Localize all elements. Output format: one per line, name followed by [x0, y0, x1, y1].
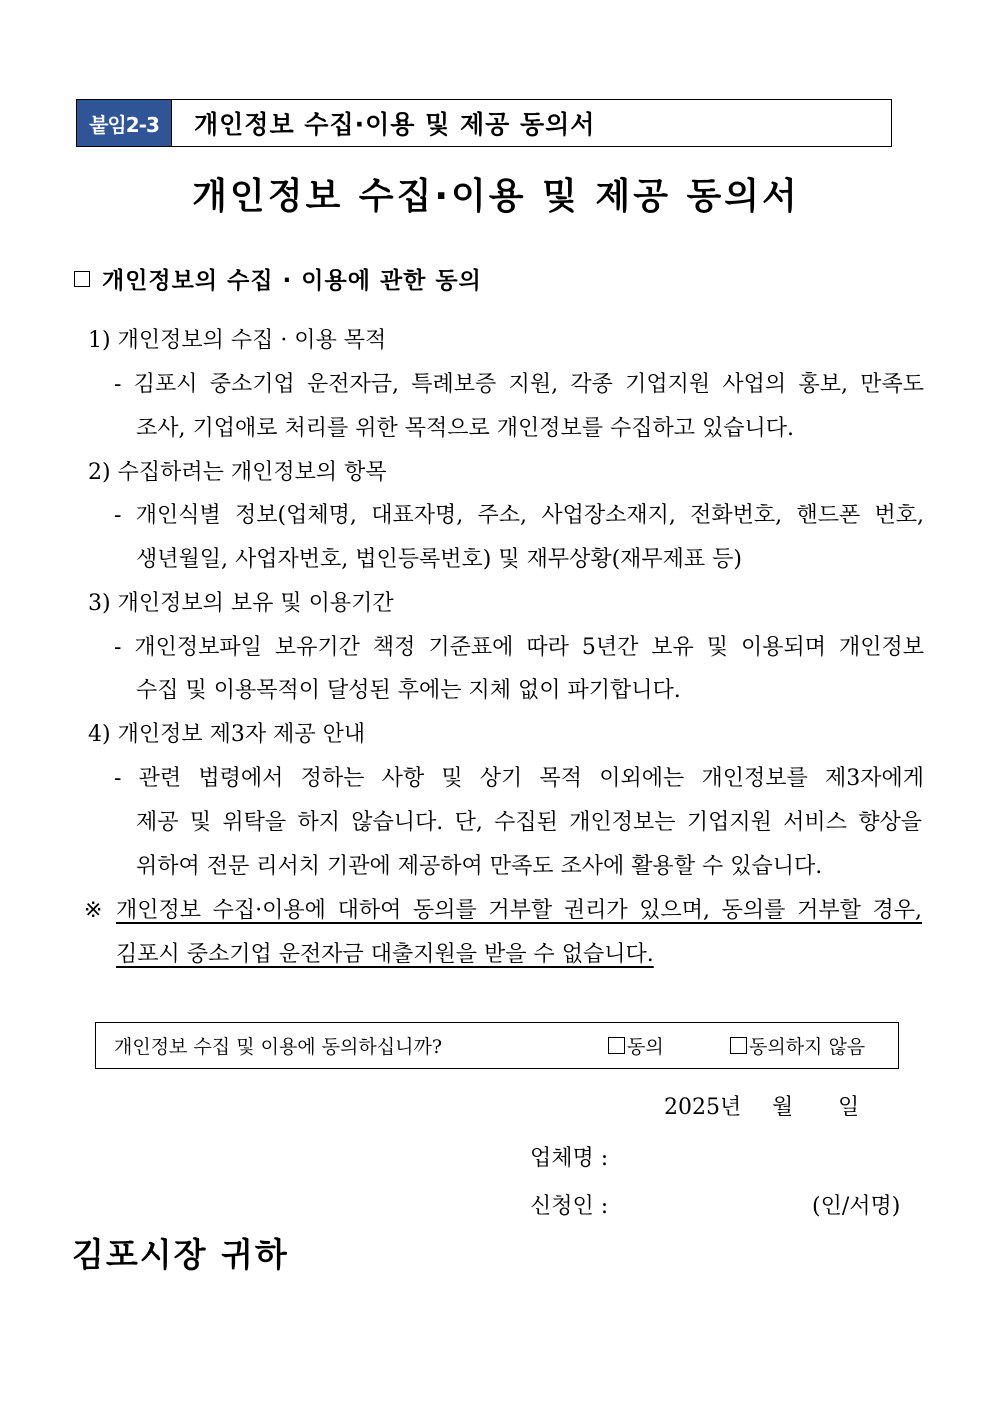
- item-title: 3) 개인정보의 보유 및 이용기간: [88, 591, 394, 616]
- closing-addressee: 김포시장 귀하: [72, 1235, 289, 1274]
- item-title: 2) 수집하려는 개인정보의 항목: [88, 460, 387, 485]
- disagree-checkbox[interactable]: [730, 1037, 747, 1054]
- consent-box: [95, 1022, 899, 1069]
- item-line: 제공 및 위탁을 하지 않습니다. 단, 수집된 개인정보는 기업지원 서비스 향상을: [136, 810, 922, 835]
- notice-text: 개인정보 수집·이용에 대하여 동의를 거부할 권리가 있으며, 동의를 거부할 경우,: [116, 898, 922, 923]
- consent-question: 개인정보 수집 및 이용에 동의하십니까?: [114, 1036, 443, 1058]
- item-line: 수집 및 이용목적이 달성된 후에는 지체 없이 파기합니다.: [136, 678, 681, 703]
- item-line: - 개인식별 정보(업체명, 대표자명, 주소, 사업장소재지, 전화번호, 핸드폰 번호,: [114, 503, 924, 528]
- section-heading: [74, 262, 482, 295]
- company-name-label: 업체명 :: [530, 1146, 609, 1171]
- item-title: 4) 개인정보 제3자 제공 안내: [88, 722, 366, 747]
- item-line: - 개인정보파일 보유기간 책정 기준표에 따라 5년간 보유 및 이용되며 개인정보: [114, 635, 924, 660]
- section-heading-text: 개인정보의 수집 · 이용에 관한 동의: [102, 268, 482, 294]
- attachment-header: [76, 99, 892, 147]
- date-day: 일: [838, 1095, 860, 1120]
- item-title: 1) 개인정보의 수집 · 이용 목적: [88, 328, 387, 353]
- item-line: - 관련 법령에서 정하는 사항 및 상기 목적 이외에는 개인정보를 제3자에게: [114, 766, 924, 791]
- seal-signature-label: (인/서명): [812, 1194, 901, 1219]
- item-line: - 김포시 중소기업 운전자금, 특례보증 지원, 각종 기업지원 사업의 홍보, 만족도: [114, 372, 924, 397]
- header-title: 개인정보 수집·이용 및 제공 동의서: [194, 110, 596, 139]
- agree-option[interactable]: [608, 1032, 664, 1059]
- notice-line: [84, 900, 922, 922]
- item-line: 위하여 전문 리서치 기관에 제공하여 만족도 조사에 활용할 수 있습니다.: [136, 854, 823, 879]
- applicant-label: 신청인 :: [530, 1194, 609, 1219]
- notice-mark: ※: [84, 898, 103, 923]
- agree-checkbox[interactable]: [608, 1037, 625, 1054]
- document-title: 개인정보 수집·이용 및 제공 동의서: [192, 176, 800, 217]
- notice-line-2: 김포시 중소기업 운전자금 대출지원을 받을 수 없습니다.: [116, 942, 654, 967]
- attachment-tag: 붙임2-3: [77, 100, 172, 146]
- item-line: 조사, 기업애로 처리를 위한 목적으로 개인정보를 수집하고 있습니다.: [136, 416, 794, 441]
- date-year: 2025년: [664, 1095, 742, 1120]
- item-line: 생년월일, 사업자번호, 법인등록번호) 및 재무상황(재무제표 등): [136, 547, 743, 572]
- disagree-label: 동의하지 않음: [749, 1036, 866, 1058]
- disagree-option[interactable]: [730, 1032, 865, 1059]
- agree-label: 동의: [627, 1036, 664, 1058]
- date-month: 월: [772, 1095, 794, 1120]
- square-bullet-icon: [74, 271, 90, 287]
